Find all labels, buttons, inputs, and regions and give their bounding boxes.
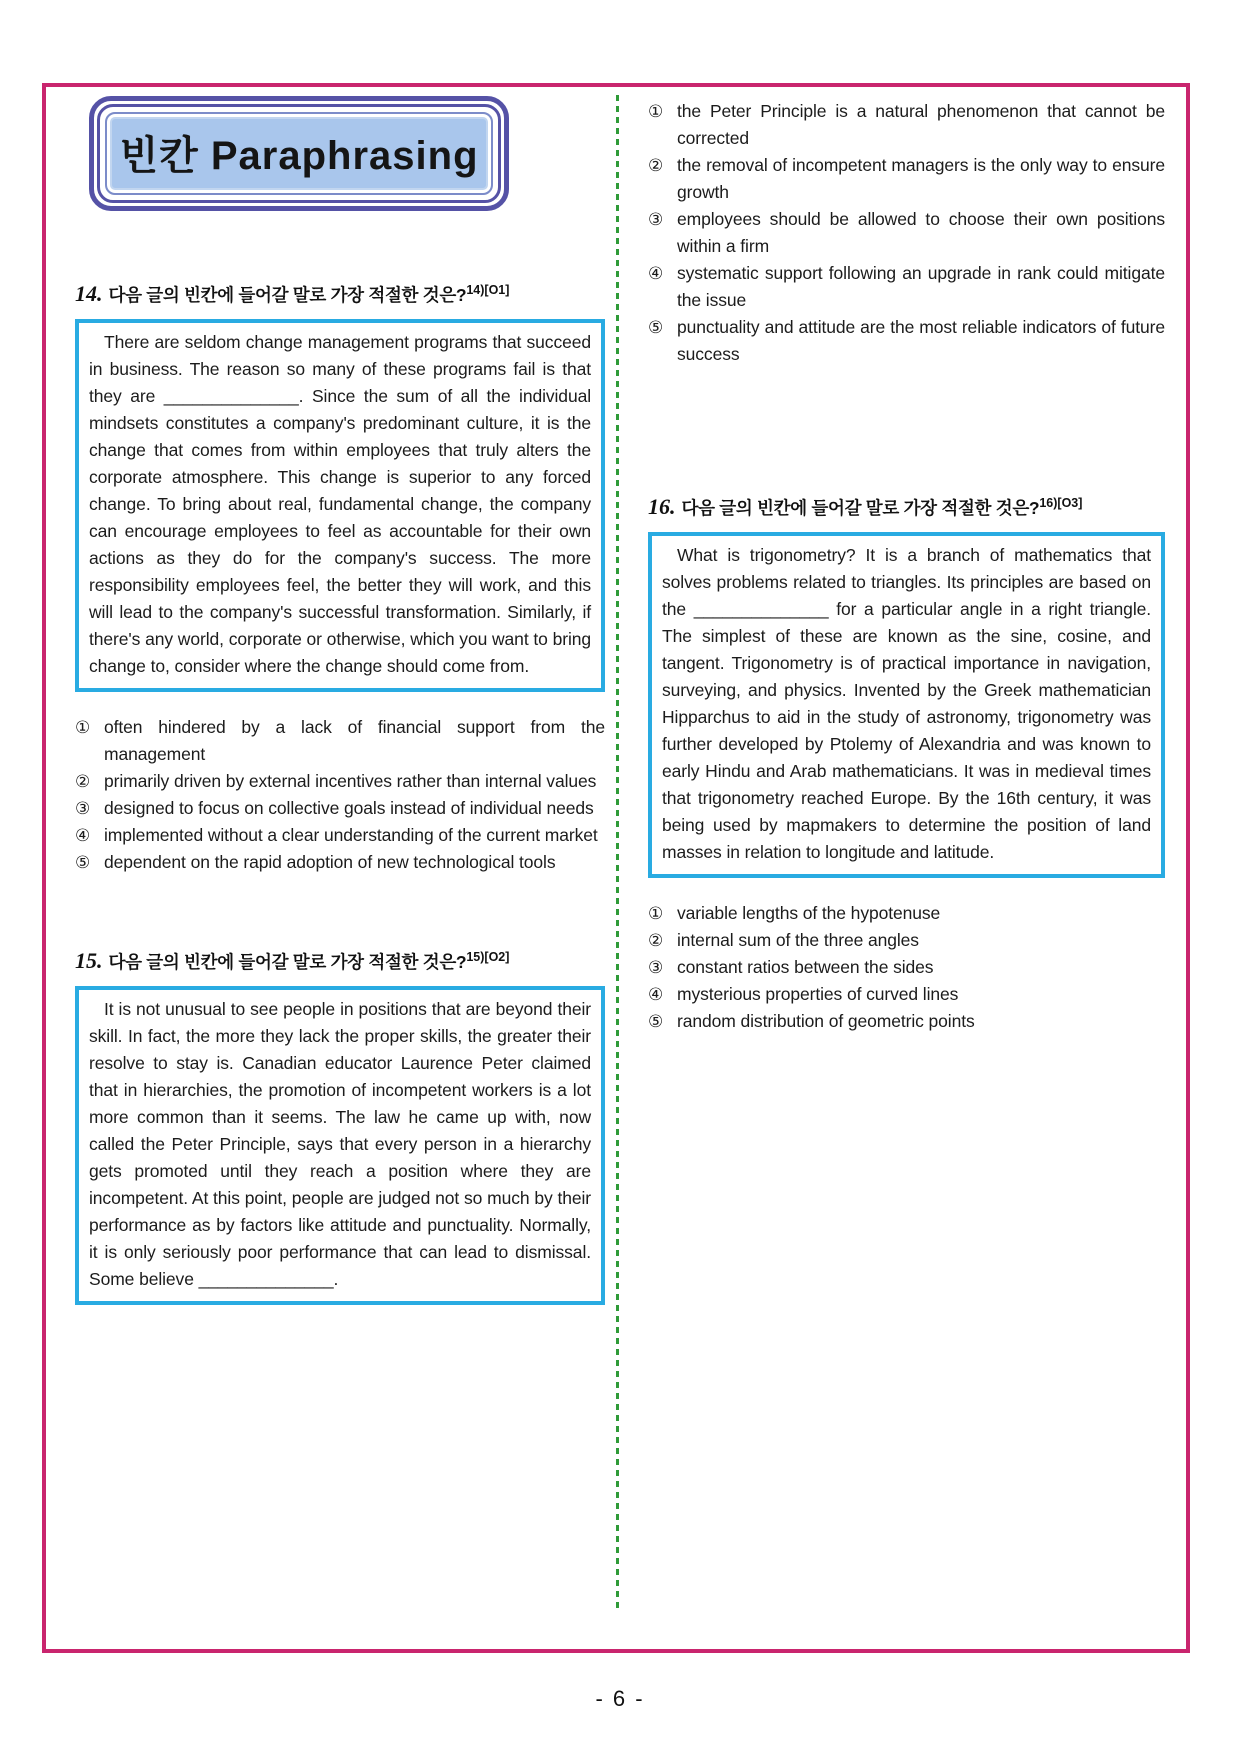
option-text: systematic support following an upgrade in rank could mitigate the issue bbox=[677, 263, 1165, 310]
question-14-option-1 bbox=[75, 714, 605, 768]
question-15-passage-box bbox=[75, 986, 605, 1305]
option-marker: ④ bbox=[648, 264, 664, 283]
question-16-prompt: 다음 글의 빈칸에 들어갈 말로 가장 적절한 것은? bbox=[681, 498, 1040, 518]
question-14-source-tag: [O1] bbox=[484, 283, 510, 297]
right-column bbox=[648, 90, 1165, 1035]
question-14 bbox=[75, 275, 605, 876]
option-text: random distribution of geometric points bbox=[677, 1011, 975, 1031]
question-16-option-4 bbox=[648, 981, 1165, 1008]
question-14-option-3 bbox=[75, 795, 605, 822]
question-14-header bbox=[75, 275, 605, 312]
question-15-option-5 bbox=[648, 314, 1165, 368]
question-14-footnote-mark: 14) bbox=[466, 283, 485, 297]
option-text: implemented without a clear understanding of the current market bbox=[104, 825, 598, 845]
option-text: primarily driven by external incentives rather than internal values bbox=[104, 771, 597, 791]
question-15 bbox=[75, 942, 605, 1305]
option-marker: ② bbox=[648, 931, 664, 950]
question-16-passage: What is trigonometry? It is a branch of mathematics that solves problems related to triangles. Its principles are based on the ______________ for a particular angle in a right triangle. The simplest of these are known as the sine, cosine, and tangent. Trigonometry is of practical importance in navigation, surveying, and physics. Invented by the Greek mathematician Hipparchus to aid in the study of astronomy, trigonometry was further developed by Ptolemy of Alexandria and was known to early Hindu and Arab mathematicians. It was in medieval times that trigonometry reached Europe. By the 16th century, it was being used by mapmakers to determine the position of land masses in relation to longitude and latitude. bbox=[662, 545, 1151, 862]
question-15-header bbox=[75, 942, 605, 979]
question-15-options bbox=[648, 98, 1165, 368]
option-text: internal sum of the three angles bbox=[677, 930, 919, 950]
column-divider bbox=[616, 95, 619, 1610]
option-text: designed to focus on collective goals instead of individual needs bbox=[104, 798, 594, 818]
question-15-passage: It is not unusual to see people in positions that are beyond their skill. In fact, the more they lack the proper skills, the greater their resolve to stay is. Canadian educator Laurence Peter claimed that in hierarchies, the promotion of incompetent workers is a lot more common than it seems. The law he came up with, now called the Peter Principle, says that every person in a hierarchy gets promoted until they reach a position where they are incompetent. At this point, people are judged not so much by their performance as by factors like attitude and punctuality. Normally, it is only seriously poor performance that can lead to dismissal. Some believe ______________. bbox=[89, 999, 591, 1289]
question-16-option-1 bbox=[648, 900, 1165, 927]
option-marker: ⑤ bbox=[648, 1012, 664, 1031]
question-14-prompt: 다음 글의 빈칸에 들어갈 말로 가장 적절한 것은? bbox=[108, 285, 467, 305]
option-marker: ③ bbox=[648, 958, 664, 977]
question-14-option-4 bbox=[75, 822, 605, 849]
question-16-passage-box bbox=[648, 532, 1165, 878]
section-title: 빈칸 Paraphrasing bbox=[119, 134, 479, 178]
question-14-options bbox=[75, 714, 605, 876]
question-16-header bbox=[648, 488, 1165, 525]
question-16-footnote-mark: 16) bbox=[1039, 496, 1058, 510]
option-marker: ② bbox=[648, 156, 664, 175]
option-text: punctuality and attitude are the most reliable indicators of future success bbox=[677, 317, 1165, 364]
option-marker: ② bbox=[75, 772, 91, 791]
question-16-number: 16. bbox=[648, 494, 676, 519]
option-text: the Peter Principle is a natural phenomenon that cannot be corrected bbox=[677, 101, 1165, 148]
question-16-options bbox=[648, 900, 1165, 1035]
question-14-option-2 bbox=[75, 768, 605, 795]
option-text: employees should be allowed to choose their own positions within a firm bbox=[677, 209, 1165, 256]
question-16-source-tag: [O3] bbox=[1057, 496, 1083, 510]
section-title-box-inner-ring bbox=[97, 104, 501, 203]
question-15-source-tag: [O2] bbox=[484, 950, 510, 964]
question-16 bbox=[648, 488, 1165, 1035]
question-15-option-1 bbox=[648, 98, 1165, 152]
question-14-passage: There are seldom change management programs that succeed in business. The reason so many of these programs fail is that they are ______________. Since the sum of all the individual mindsets constitutes a company's predominant culture, it is the change that comes from within employees that truly alters the corporate atmosphere. This change is superior to any forced change. To bring about real, fundamental change, the company can encourage employees to feel as accountable for their own actions as they do for the company's success. The more responsibility employees feel, the better they will work, and this will lead to the company's successful transformation. Similarly, if there's any world, corporate or otherwise, which you want to bring change to, consider where the change should come from. bbox=[89, 332, 591, 676]
question-16-option-3 bbox=[648, 954, 1165, 981]
option-marker: ③ bbox=[75, 799, 91, 818]
question-16-option-5 bbox=[648, 1008, 1165, 1035]
option-marker: ⑤ bbox=[75, 853, 91, 872]
option-text: often hindered by a lack of financial support from the management bbox=[104, 717, 605, 764]
option-marker: ④ bbox=[75, 826, 91, 845]
question-14-passage-box bbox=[75, 319, 605, 692]
option-marker: ⑤ bbox=[648, 318, 664, 337]
question-15-number: 15. bbox=[75, 948, 103, 973]
left-column bbox=[75, 90, 605, 1305]
option-marker: ① bbox=[75, 718, 91, 737]
option-text: the removal of incompetent managers is the only way to ensure growth bbox=[677, 155, 1165, 202]
question-15-option-3 bbox=[648, 206, 1165, 260]
question-15-option-4 bbox=[648, 260, 1165, 314]
option-text: mysterious properties of curved lines bbox=[677, 984, 959, 1004]
option-text: variable lengths of the hypotenuse bbox=[677, 903, 941, 923]
option-marker: ④ bbox=[648, 985, 664, 1004]
question-15-footnote-mark: 15) bbox=[466, 950, 485, 964]
question-14-number: 14. bbox=[75, 281, 103, 306]
question-15-option-2 bbox=[648, 152, 1165, 206]
question-16-option-2 bbox=[648, 927, 1165, 954]
section-title-box-fill bbox=[105, 112, 493, 195]
option-text: dependent on the rapid adoption of new technological tools bbox=[104, 852, 556, 872]
option-marker: ① bbox=[648, 102, 664, 121]
page-number: - 6 - bbox=[595, 1686, 645, 1711]
option-marker: ③ bbox=[648, 210, 664, 229]
question-15-prompt: 다음 글의 빈칸에 들어갈 말로 가장 적절한 것은? bbox=[108, 952, 467, 972]
question-14-option-5 bbox=[75, 849, 605, 876]
option-marker: ① bbox=[648, 904, 664, 923]
section-title-box bbox=[89, 96, 509, 211]
option-text: constant ratios between the sides bbox=[677, 957, 934, 977]
